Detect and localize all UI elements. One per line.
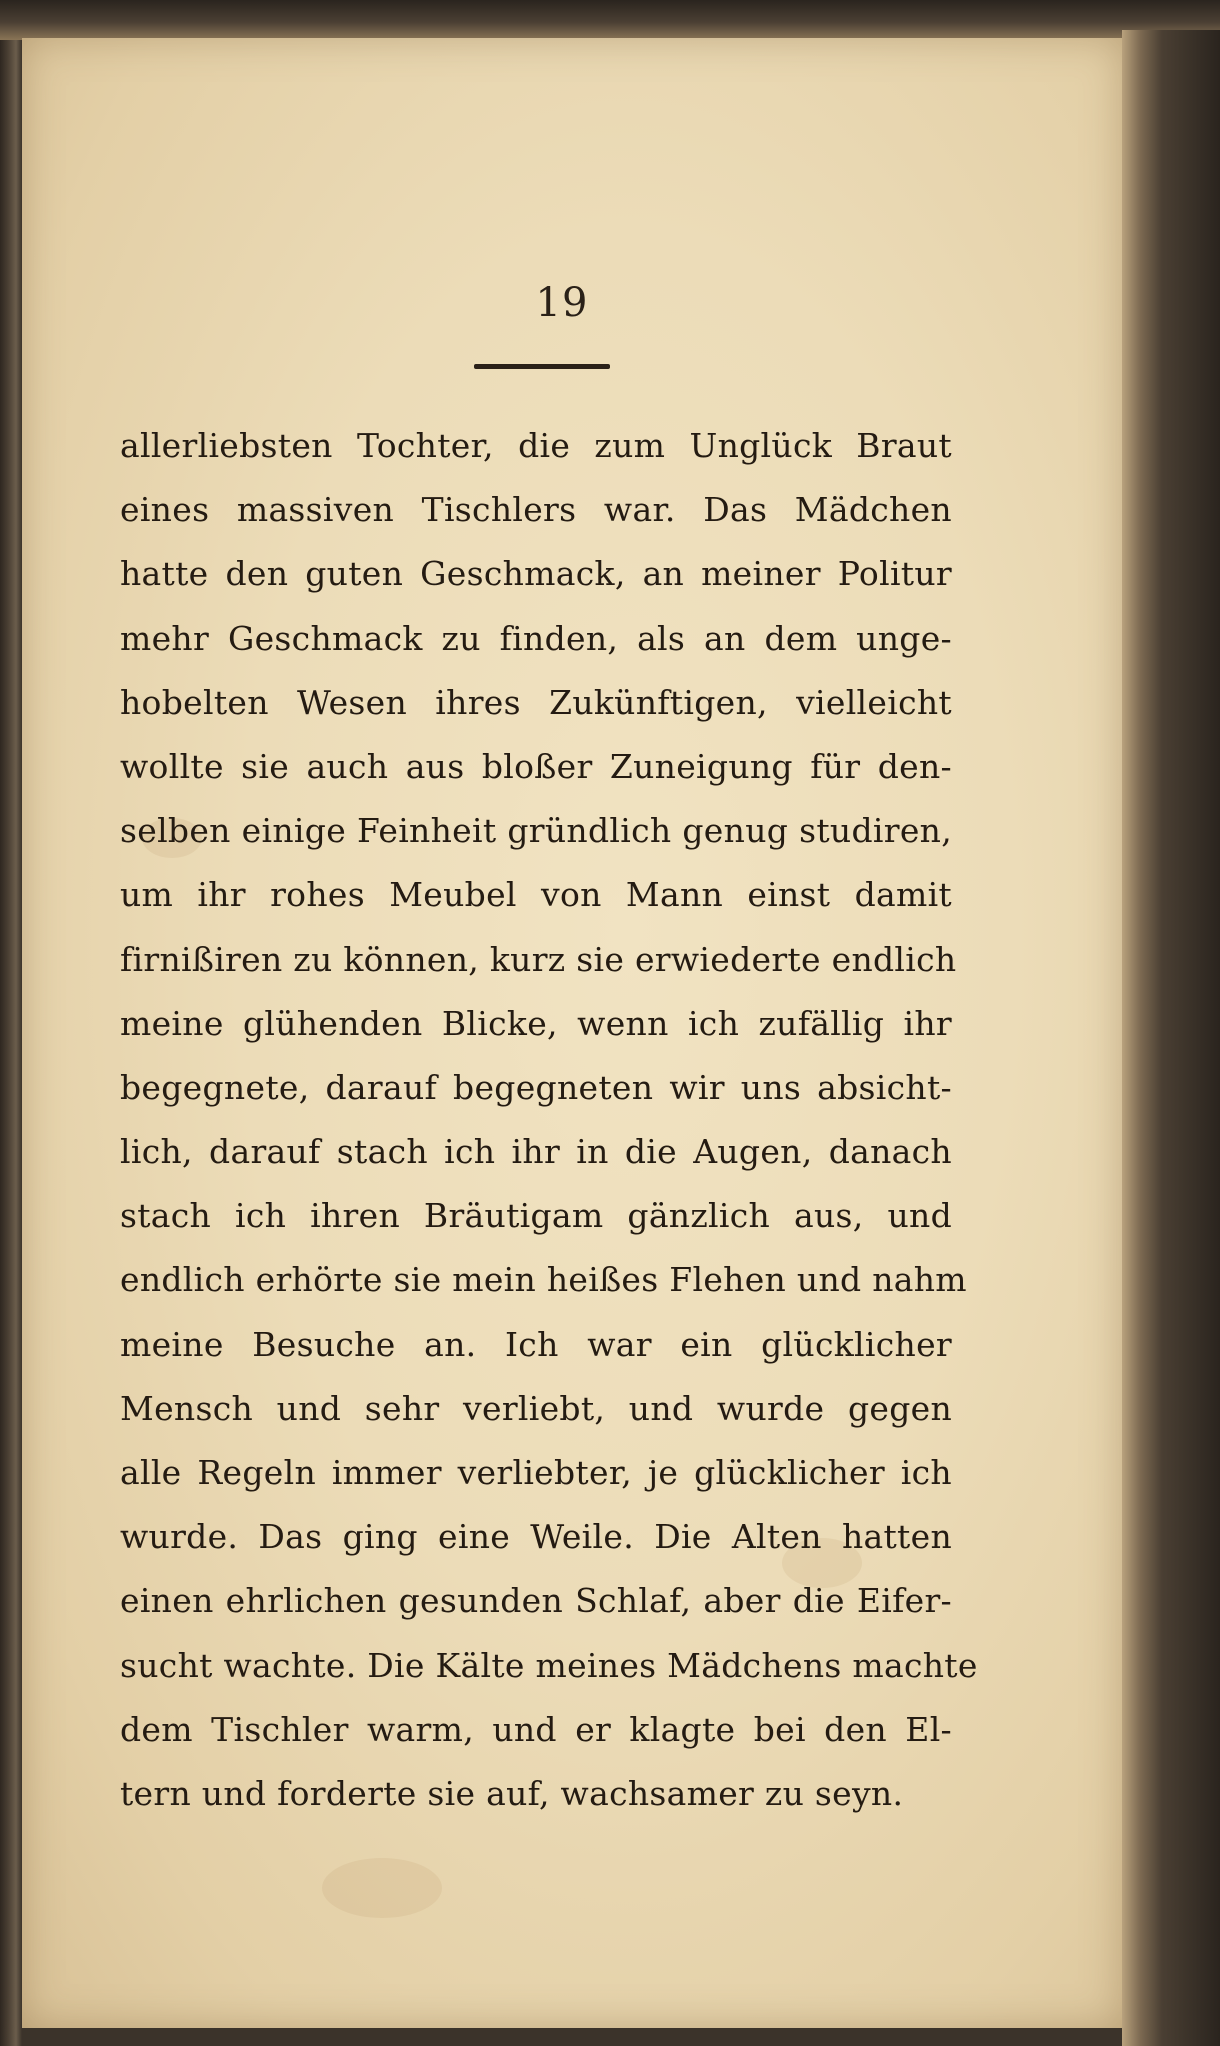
- text-line: dem Tischler warm, und er klagte bei den El-: [120, 1709, 952, 1749]
- text-line: meine Besuche an. Ich war ein glücklicher: [120, 1324, 952, 1364]
- text-line: selben einige Feinheit gründlich genug studiren,: [120, 811, 952, 851]
- text-line: mehr Geschmack zu finden, als an dem unge-: [120, 618, 952, 658]
- text-line: wurde. Das ging eine Weile. Die Alten hatten: [120, 1517, 952, 1557]
- text-line: allerliebsten Tochter, die zum Unglück Braut: [120, 426, 952, 465]
- book-page: [22, 38, 1122, 2028]
- text-line: alle Regeln immer verliebter, je glücklicher ich: [120, 1453, 952, 1492]
- book-edge-top: [0, 0, 1220, 40]
- text-line: lich, darauf stach ich ihr in die Augen, danach: [120, 1132, 952, 1172]
- text-line: meine glühenden Blicke, wenn ich zufällig ihr: [120, 1003, 952, 1043]
- text-line: tern und forderte sie auf, wachsamer zu seyn.: [120, 1773, 904, 1813]
- text-line: hatte den guten Geschmack, an meiner Politur: [120, 554, 952, 594]
- text-line: begegnete, darauf begegneten wir uns absicht-: [120, 1067, 952, 1107]
- header-rule: [474, 364, 610, 369]
- text-line: stach ich ihren Bräutigam gänzlich aus, und: [120, 1196, 952, 1236]
- book-edge-right: [1122, 30, 1220, 2046]
- text-line: sucht wachte. Die Kälte meines Mädchens machte: [120, 1645, 978, 1685]
- text-line: hobelten Wesen ihres Zukünftigen, vielleicht: [120, 682, 952, 722]
- page-number: 19: [535, 280, 589, 326]
- text-line: einen ehrlichen gesunden Schlaf, aber die Eifer-: [120, 1581, 952, 1621]
- paper-stain: [322, 1858, 442, 1918]
- text-line: endlich erhörte sie mein heißes Flehen und nahm: [120, 1260, 967, 1300]
- text-line: eines massiven Tischlers war. Das Mädchen: [120, 490, 952, 530]
- text-line: firnißiren zu können, kurz sie erwiederte endlich: [120, 939, 957, 979]
- text-line: Mensch und sehr verliebt, und wurde gegen: [120, 1388, 952, 1428]
- body-text: [120, 414, 978, 1826]
- text-line: um ihr rohes Meubel von Mann einst damit: [120, 875, 952, 915]
- text-line: wollte sie auch aus bloßer Zuneigung für den-: [120, 746, 952, 786]
